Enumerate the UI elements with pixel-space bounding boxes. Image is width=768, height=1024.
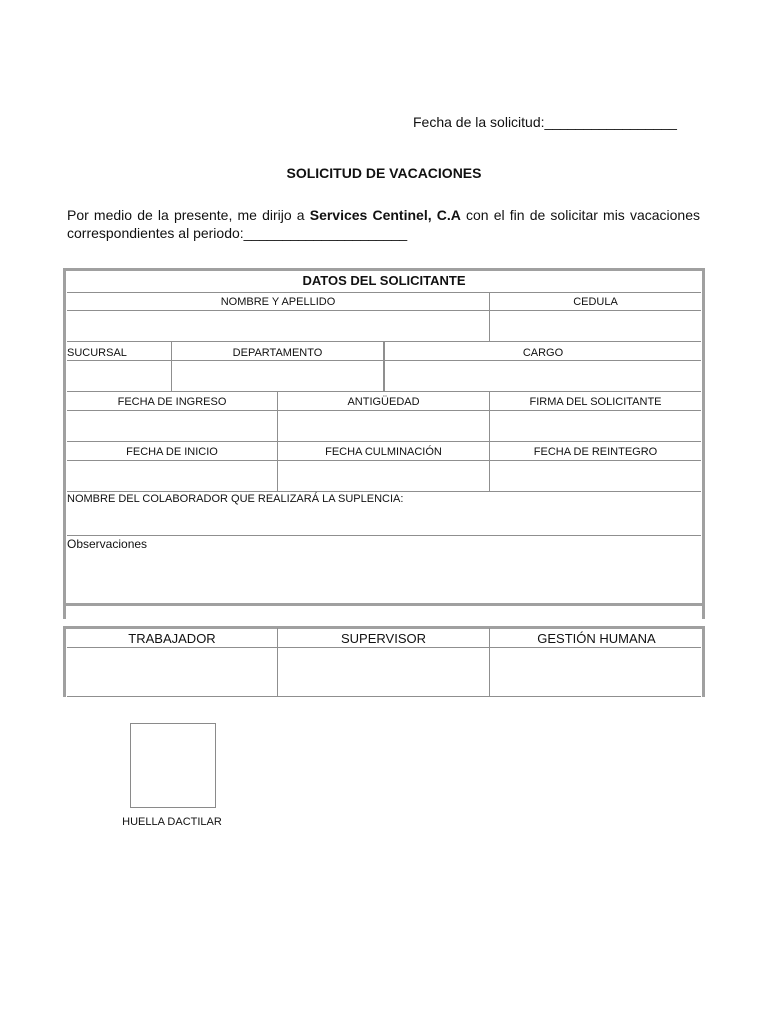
label-cargo: CARGO — [522, 347, 564, 359]
company-name: Services Centinel, C.A — [309, 207, 461, 223]
field-colaborador-suplencia[interactable] — [68, 508, 700, 534]
label-gestion-humana: GESTIÓN HUMANA — [537, 631, 656, 646]
section-heading-datos: DATOS DEL SOLICITANTE — [302, 273, 466, 288]
label-departamento: DEPARTAMENTO — [232, 347, 323, 359]
label-firma-solicitante: FIRMA DEL SOLICITANTE — [529, 396, 662, 408]
label-fecha-ingreso: FECHA DE INGRESO — [117, 396, 227, 408]
fingerprint-box[interactable] — [130, 723, 216, 808]
request-date-label: Fecha de la solicitud:_________________ — [413, 114, 677, 130]
label-trabajador: TRABAJADOR — [128, 631, 216, 646]
field-fecha-reintegro[interactable] — [491, 462, 700, 490]
signature-trabajador[interactable] — [67, 649, 276, 695]
label-colaborador-suplencia: NOMBRE DEL COLABORADOR QUE REALIZARÁ LA SUPLENCIA: — [67, 493, 404, 505]
label-antiguedad: ANTIGÜEDAD — [347, 396, 420, 408]
label-supervisor: SUPERVISOR — [340, 631, 426, 646]
label-fecha-culminacion: FECHA CULMINACIÓN — [325, 446, 442, 458]
label-observaciones: Observaciones — [67, 537, 148, 551]
field-departamento[interactable] — [173, 362, 382, 390]
intro-paragraph-line1 — [67, 206, 700, 224]
field-antiguedad[interactable] — [279, 412, 488, 440]
field-fecha-ingreso[interactable] — [68, 412, 276, 440]
field-sucursal[interactable] — [68, 362, 170, 390]
intro-period-line: correspondientes al periodo:_____________________ — [67, 225, 408, 241]
field-cedula[interactable] — [491, 312, 700, 340]
field-fecha-inicio[interactable] — [68, 462, 276, 490]
fingerprint-label: HUELLA DACTILAR — [122, 816, 222, 828]
field-nombre-apellido[interactable] — [68, 312, 488, 340]
label-cedula: CEDULA — [573, 296, 618, 308]
field-fecha-culminacion[interactable] — [279, 462, 488, 490]
label-fecha-inicio: FECHA DE INICIO — [126, 446, 218, 458]
intro-text-before: Por medio de la presente, me dirijo a — [67, 207, 310, 223]
intro-text-after: con el fin de solicitar mis vacaciones — [460, 207, 700, 223]
document-title: SOLICITUD DE VACACIONES — [286, 165, 482, 181]
field-cargo[interactable] — [386, 362, 700, 390]
label-nombre-apellido: NOMBRE Y APELLIDO — [220, 296, 336, 308]
label-sucursal: SUCURSAL — [67, 347, 127, 359]
field-firma-solicitante[interactable] — [491, 412, 700, 440]
field-observaciones[interactable] — [68, 554, 700, 601]
signature-supervisor[interactable] — [279, 649, 488, 695]
signature-gestion-humana[interactable] — [491, 649, 701, 695]
label-fecha-reintegro: FECHA DE REINTEGRO — [533, 446, 658, 458]
